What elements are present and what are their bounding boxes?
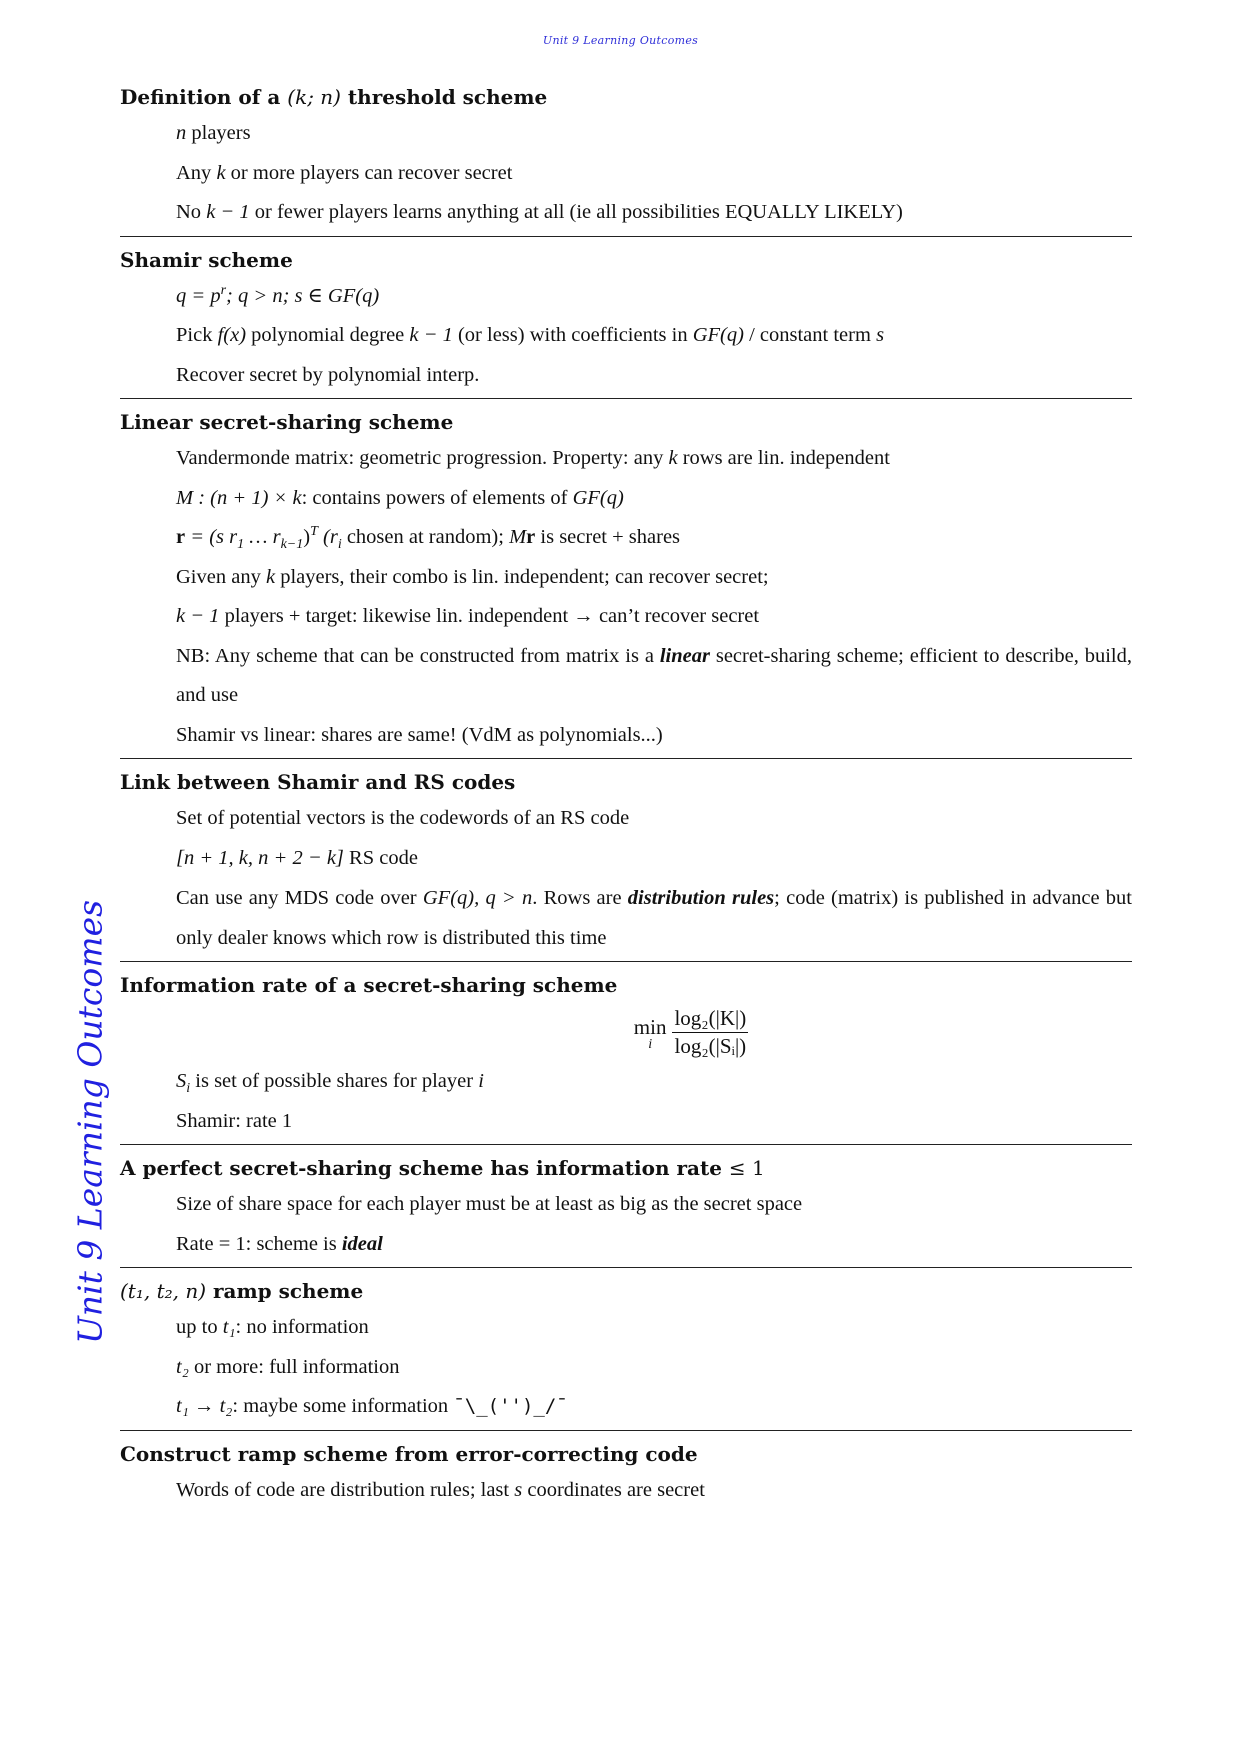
section-threshold-definition	[120, 84, 1132, 237]
shrug-emoticon: ¯\_('')_/¯	[453, 1395, 568, 1417]
section-title: (t₁, t₂, n) ramp scheme	[120, 1279, 364, 1303]
list-item: t₁ → t₂: maybe some information ¯\_('')_/¯	[176, 1395, 568, 1417]
list-item: Given any k players, their combo is lin. independent; can recover secret;	[176, 565, 769, 588]
list-item: No k − 1 or fewer players learns anything at all (ie all possibilities EQUALLY LIKELY)	[176, 201, 903, 223]
section-title: Construct ramp scheme from error-correcting code	[120, 1441, 698, 1466]
section-shamir-rs-link	[120, 769, 1132, 962]
section-information-rate	[120, 972, 1132, 1145]
side-title: Unit 9 Learning Outcomes	[70, 899, 110, 1345]
list-item: Vandermonde matrix: geometric progression. Property: any k rows are lin. independent	[176, 447, 890, 469]
section-title: Shamir scheme	[120, 247, 293, 272]
list-item: up to t₁: no information	[176, 1316, 369, 1338]
list-item: Any k or more players can recover secret	[176, 161, 513, 184]
running-header: Unit 9 Learning Outcomes	[542, 34, 699, 47]
section-linear-scheme	[120, 409, 1132, 759]
section-title: Definition of a (k; n) threshold scheme	[120, 85, 548, 109]
section-title: Information rate of a secret-sharing scheme	[120, 973, 618, 997]
list-item: r = (s $r_1$ … $r_{k-1})^T$ ($r_i$ chosen at random); Mr is secret + shares	[176, 524, 681, 553]
list-item: [n + 1, k, n + 2 − k] RS code	[176, 846, 418, 869]
section-perfect-scheme	[120, 1155, 1132, 1268]
section-shamir-scheme	[120, 247, 1132, 400]
list-item: M : (n + 1) × k: contains powers of elements of GF(q)	[176, 486, 624, 509]
list-item: Can use any MDS code over GF(q), q > n. Rows are distribution rules; code (matrix) is published in advance but only dealer knows which row is distributed this time	[176, 887, 1132, 949]
list-item: t₂ or more: full information	[176, 1355, 400, 1378]
section-title: Linear secret-sharing scheme	[120, 410, 454, 434]
list-item: k − 1 players + target: likewise lin. independent → can’t recover secret	[176, 605, 760, 627]
list-item: Set of potential vectors is the codewords of an RS code	[176, 807, 630, 829]
list-item: n players	[176, 122, 251, 144]
section-ramp-from-code	[120, 1441, 1132, 1514]
section-title: A perfect secret-sharing scheme has information rate ≤ 1	[120, 1156, 765, 1180]
list-item: Shamir: rate 1	[176, 1109, 293, 1132]
section-ramp-scheme	[120, 1278, 1132, 1431]
list-item: Pick f(x) polynomial degree k − 1 (or less) with coefficients in GF(q) / constant term s	[176, 324, 885, 346]
notes-content	[120, 84, 1132, 1523]
list-item: Rate = 1: scheme is ideal	[176, 1232, 383, 1255]
list-item: Words of code are distribution rules; last s coordinates are secret	[176, 1478, 705, 1501]
section-title: Link between Shamir and RS codes	[120, 770, 516, 794]
list-item: $q = p^r$; q > n; s ∈ GF(q)	[176, 282, 380, 307]
list-item: Shamir vs linear: shares are same! (VdM as polynomials...)	[176, 723, 663, 746]
rate-formula: min i $\frac{\text{log₂(|K|)}}{\text{log₂(|Sᵢ|)}}$	[633, 1005, 747, 1058]
list-item: $S_i$ is set of possible shares for player i	[176, 1070, 484, 1097]
list-item: NB: Any scheme that can be constructed from matrix is a linear secret-sharing scheme; efficient to describe, build, and use	[176, 644, 1133, 706]
list-item: Recover secret by polynomial interp.	[176, 363, 480, 386]
list-item: Size of share space for each player must be at least as big as the secret space	[176, 1193, 803, 1215]
